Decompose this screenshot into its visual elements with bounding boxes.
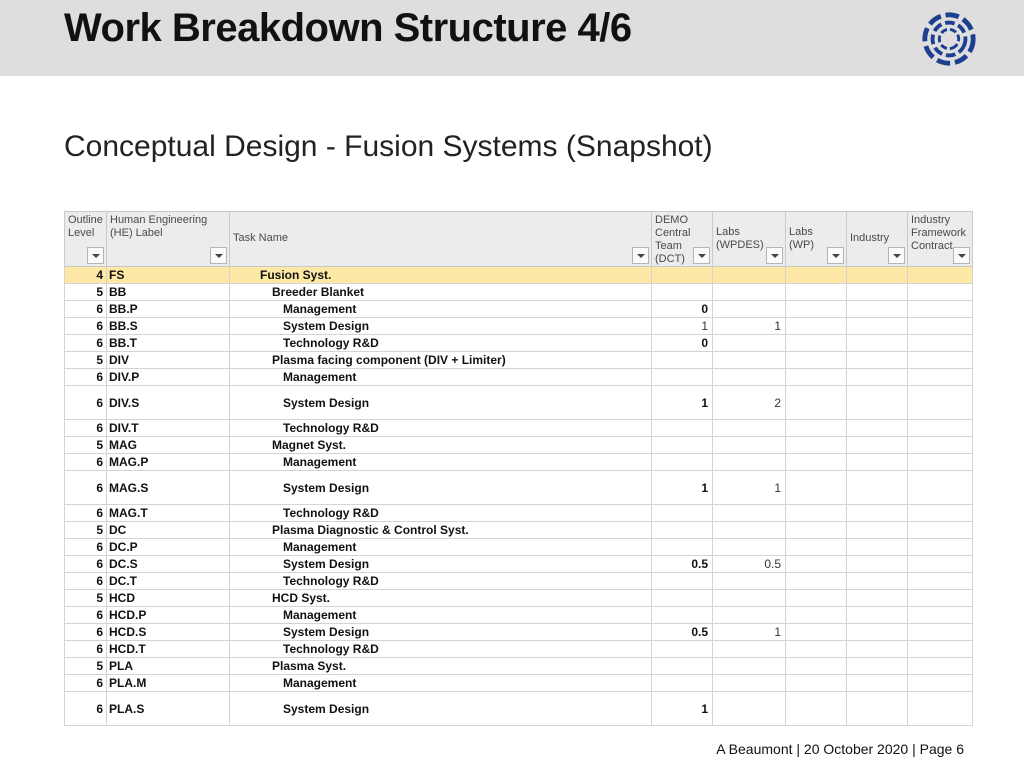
cell-outline-level[interactable]: 6 — [65, 454, 107, 471]
cell-labs-wp[interactable] — [786, 352, 847, 369]
cell-industry-framework[interactable] — [908, 369, 973, 386]
cell-labs-wp[interactable] — [786, 318, 847, 335]
cell-dct[interactable]: 1 — [652, 318, 713, 335]
cell-outline-level[interactable]: 5 — [65, 352, 107, 369]
cell-labs-wp[interactable] — [786, 369, 847, 386]
table-row[interactable] — [65, 692, 973, 726]
cell-labs-wpdes[interactable] — [713, 692, 786, 726]
cell-task-name[interactable]: Fusion Syst. — [230, 267, 652, 284]
cell-task-name[interactable]: Technology R&D — [230, 335, 652, 352]
cell-task-name[interactable]: System Design — [230, 318, 652, 335]
table-row[interactable] — [65, 335, 973, 352]
cell-task-name[interactable]: Technology R&D — [230, 641, 652, 658]
cell-outline-level[interactable]: 6 — [65, 318, 107, 335]
cell-labs-wp[interactable] — [786, 284, 847, 301]
cell-labs-wpdes[interactable]: 1 — [713, 318, 786, 335]
cell-labs-wpdes[interactable] — [713, 284, 786, 301]
cell-labs-wp[interactable] — [786, 590, 847, 607]
cell-industry[interactable] — [847, 624, 908, 641]
cell-he-label[interactable]: MAG.S — [107, 471, 230, 505]
cell-task-name[interactable]: System Design — [230, 386, 652, 420]
cell-industry[interactable] — [847, 437, 908, 454]
header-row — [65, 212, 973, 267]
cell-labs-wp[interactable] — [786, 539, 847, 556]
cell-industry[interactable] — [847, 420, 908, 437]
table-row[interactable] — [65, 267, 973, 284]
cell-task-name[interactable]: Management — [230, 369, 652, 386]
cell-labs-wpdes[interactable] — [713, 335, 786, 352]
cell-he-label[interactable]: HCD.P — [107, 607, 230, 624]
table-row[interactable] — [65, 624, 973, 641]
cell-task-name[interactable]: Magnet Syst. — [230, 437, 652, 454]
table-row[interactable] — [65, 539, 973, 556]
cell-outline-level[interactable]: 6 — [65, 420, 107, 437]
cell-task-name[interactable]: Technology R&D — [230, 420, 652, 437]
cell-labs-wpdes[interactable] — [713, 301, 786, 318]
col-header-he-label: Human Engineering (HE) Label — [107, 212, 230, 267]
slide-footer: A Beaumont | 20 October 2020 | Page 6 — [716, 741, 964, 757]
table-row[interactable] — [65, 675, 973, 692]
cell-he-label[interactable]: MAG — [107, 437, 230, 454]
table-row[interactable] — [65, 658, 973, 675]
cell-dct[interactable]: 1 — [652, 692, 713, 726]
cell-outline-level[interactable]: 5 — [65, 590, 107, 607]
cell-industry[interactable] — [847, 352, 908, 369]
cell-labs-wpdes[interactable] — [713, 369, 786, 386]
col-header-outline-level: Outline Level — [65, 212, 107, 267]
cell-dct[interactable] — [652, 607, 713, 624]
cell-industry-framework[interactable] — [908, 284, 973, 301]
col-header-dct: DEMO Central Team (DCT) — [652, 212, 713, 267]
table-row[interactable] — [65, 505, 973, 522]
cell-labs-wpdes[interactable] — [713, 607, 786, 624]
cell-labs-wp[interactable] — [786, 454, 847, 471]
cell-outline-level[interactable]: 5 — [65, 658, 107, 675]
cell-task-name[interactable]: Management — [230, 301, 652, 318]
cell-task-name[interactable]: Management — [230, 539, 652, 556]
table-row[interactable] — [65, 301, 973, 318]
cell-industry[interactable] — [847, 556, 908, 573]
cell-industry-framework[interactable] — [908, 624, 973, 641]
cell-he-label[interactable]: PLA — [107, 658, 230, 675]
cell-industry[interactable] — [847, 369, 908, 386]
cell-industry-framework[interactable] — [908, 335, 973, 352]
cell-industry[interactable] — [847, 301, 908, 318]
table-body — [65, 267, 973, 726]
cell-outline-level[interactable]: 6 — [65, 624, 107, 641]
cell-dct[interactable] — [652, 641, 713, 658]
cell-labs-wpdes[interactable] — [713, 590, 786, 607]
cell-industry-framework[interactable] — [908, 420, 973, 437]
cell-industry-framework[interactable] — [908, 675, 973, 692]
cell-dct[interactable] — [652, 658, 713, 675]
cell-he-label[interactable]: DC.S — [107, 556, 230, 573]
cell-dct[interactable] — [652, 284, 713, 301]
cell-outline-level[interactable]: 5 — [65, 284, 107, 301]
table-row[interactable] — [65, 369, 973, 386]
table-row[interactable] — [65, 573, 973, 590]
cell-industry[interactable] — [847, 658, 908, 675]
cell-industry-framework[interactable] — [908, 386, 973, 420]
cell-labs-wpdes[interactable] — [713, 454, 786, 471]
cell-labs-wp[interactable] — [786, 437, 847, 454]
table-row[interactable] — [65, 607, 973, 624]
cell-industry[interactable] — [847, 505, 908, 522]
cell-he-label[interactable]: BB.S — [107, 318, 230, 335]
cell-labs-wp[interactable] — [786, 471, 847, 505]
table-row[interactable] — [65, 590, 973, 607]
cell-industry[interactable] — [847, 335, 908, 352]
cell-labs-wp[interactable] — [786, 641, 847, 658]
cell-dct[interactable] — [652, 505, 713, 522]
cell-task-name[interactable]: HCD Syst. — [230, 590, 652, 607]
cell-outline-level[interactable]: 5 — [65, 522, 107, 539]
cell-outline-level[interactable]: 6 — [65, 539, 107, 556]
cell-industry[interactable] — [847, 267, 908, 284]
cell-industry-framework[interactable] — [908, 522, 973, 539]
cell-dct[interactable] — [652, 352, 713, 369]
cell-he-label[interactable]: MAG.T — [107, 505, 230, 522]
cell-dct[interactable] — [652, 539, 713, 556]
col-header-labs-wp: Labs (WP) — [786, 212, 847, 267]
cell-dct[interactable] — [652, 573, 713, 590]
cell-industry-framework[interactable] — [908, 658, 973, 675]
col-header-task-name: Task Name — [230, 212, 652, 267]
cell-industry-framework[interactable] — [908, 573, 973, 590]
cell-labs-wpdes[interactable] — [713, 267, 786, 284]
table-row[interactable] — [65, 284, 973, 301]
cell-industry[interactable] — [847, 471, 908, 505]
cell-he-label[interactable]: BB.P — [107, 301, 230, 318]
cell-dct[interactable] — [652, 420, 713, 437]
cell-labs-wp[interactable] — [786, 386, 847, 420]
cell-he-label[interactable]: BB — [107, 284, 230, 301]
filter-dropdown-icon[interactable] — [632, 247, 649, 264]
cell-outline-level[interactable]: 6 — [65, 505, 107, 522]
cell-labs-wpdes[interactable]: 1 — [713, 471, 786, 505]
cell-outline-level[interactable]: 6 — [65, 641, 107, 658]
table-row[interactable] — [65, 386, 973, 420]
cell-industry[interactable] — [847, 607, 908, 624]
spreadsheet-snapshot — [64, 211, 974, 734]
cell-industry-framework[interactable] — [908, 352, 973, 369]
cell-industry-framework[interactable] — [908, 454, 973, 471]
filter-dropdown-icon[interactable] — [827, 247, 844, 264]
table-row[interactable] — [65, 522, 973, 539]
cell-industry-framework[interactable] — [908, 692, 973, 726]
cell-dct[interactable] — [652, 437, 713, 454]
cell-industry[interactable] — [847, 318, 908, 335]
cell-labs-wpdes[interactable]: 0.5 — [713, 556, 786, 573]
cell-labs-wp[interactable] — [786, 607, 847, 624]
filter-dropdown-icon[interactable] — [87, 247, 104, 264]
table-row[interactable] — [65, 641, 973, 658]
filter-dropdown-icon[interactable] — [953, 247, 970, 264]
cell-dct[interactable] — [652, 590, 713, 607]
cell-industry-framework[interactable] — [908, 505, 973, 522]
cell-labs-wpdes[interactable] — [713, 539, 786, 556]
table-row[interactable] — [65, 352, 973, 369]
table-row[interactable] — [65, 454, 973, 471]
cell-industry-framework[interactable] — [908, 556, 973, 573]
cell-industry-framework[interactable] — [908, 318, 973, 335]
cell-outline-level[interactable]: 6 — [65, 471, 107, 505]
cell-dct[interactable] — [652, 454, 713, 471]
table-row[interactable] — [65, 318, 973, 335]
cell-task-name[interactable]: Plasma Syst. — [230, 658, 652, 675]
cell-task-name[interactable]: Management — [230, 607, 652, 624]
cell-labs-wpdes[interactable]: 1 — [713, 624, 786, 641]
cell-outline-level[interactable]: 6 — [65, 335, 107, 352]
cell-industry-framework[interactable] — [908, 539, 973, 556]
cell-industry-framework[interactable] — [908, 471, 973, 505]
cell-outline-level[interactable]: 6 — [65, 369, 107, 386]
slide-title: Work Breakdown Structure 4/6 — [64, 6, 632, 50]
filter-dropdown-icon[interactable] — [210, 247, 227, 264]
cell-industry-framework[interactable] — [908, 267, 973, 284]
cell-dct[interactable] — [652, 267, 713, 284]
cell-task-name[interactable]: Technology R&D — [230, 505, 652, 522]
cell-he-label[interactable]: DIV.S — [107, 386, 230, 420]
cell-task-name[interactable]: Management — [230, 454, 652, 471]
cell-labs-wpdes[interactable] — [713, 437, 786, 454]
cell-he-label[interactable]: FS — [107, 267, 230, 284]
cell-labs-wpdes[interactable] — [713, 420, 786, 437]
cell-industry-framework[interactable] — [908, 641, 973, 658]
cell-task-name[interactable]: System Design — [230, 556, 652, 573]
cell-labs-wpdes[interactable] — [713, 641, 786, 658]
cell-labs-wpdes[interactable] — [713, 573, 786, 590]
cell-he-label[interactable]: DIV.T — [107, 420, 230, 437]
cell-industry[interactable] — [847, 386, 908, 420]
cell-outline-level[interactable]: 4 — [65, 267, 107, 284]
cell-labs-wp[interactable] — [786, 658, 847, 675]
cell-labs-wpdes[interactable] — [713, 352, 786, 369]
cell-industry-framework[interactable] — [908, 301, 973, 318]
cell-he-label[interactable]: DIV.P — [107, 369, 230, 386]
cell-dct[interactable]: 0 — [652, 301, 713, 318]
cell-labs-wp[interactable] — [786, 335, 847, 352]
filter-dropdown-icon[interactable] — [888, 247, 905, 264]
cell-industry[interactable] — [847, 641, 908, 658]
cell-industry[interactable] — [847, 675, 908, 692]
cell-he-label[interactable]: DC — [107, 522, 230, 539]
col-header-labs-wpdes: Labs (WPDES) — [713, 212, 786, 267]
filter-dropdown-icon[interactable] — [766, 247, 783, 264]
cell-industry[interactable] — [847, 692, 908, 726]
cell-outline-level[interactable]: 6 — [65, 692, 107, 726]
cell-dct[interactable] — [652, 522, 713, 539]
col-header-industry: Industry — [847, 212, 908, 267]
cell-he-label[interactable]: PLA.S — [107, 692, 230, 726]
cell-dct[interactable]: 0 — [652, 335, 713, 352]
cell-dct[interactable] — [652, 369, 713, 386]
slide-subtitle: Conceptual Design - Fusion Systems (Snapshot) — [64, 130, 713, 163]
cell-he-label[interactable]: HCD — [107, 590, 230, 607]
cell-task-name[interactable]: Plasma Diagnostic & Control Syst. — [230, 522, 652, 539]
cell-labs-wp[interactable] — [786, 573, 847, 590]
cell-task-name[interactable]: System Design — [230, 692, 652, 726]
cell-he-label[interactable]: HCD.T — [107, 641, 230, 658]
cell-industry[interactable] — [847, 590, 908, 607]
cell-industry-framework[interactable] — [908, 607, 973, 624]
cell-labs-wpdes[interactable] — [713, 675, 786, 692]
cell-outline-level[interactable]: 5 — [65, 437, 107, 454]
cell-dct[interactable] — [652, 675, 713, 692]
cell-he-label[interactable]: PLA.M — [107, 675, 230, 692]
cell-labs-wpdes[interactable] — [713, 658, 786, 675]
col-header-industry-framework: Industry Framework Contract — [908, 212, 973, 267]
cell-he-label[interactable]: HCD.S — [107, 624, 230, 641]
cell-industry[interactable] — [847, 573, 908, 590]
cell-industry[interactable] — [847, 522, 908, 539]
cell-labs-wp[interactable] — [786, 522, 847, 539]
cell-labs-wp[interactable] — [786, 692, 847, 726]
cell-outline-level[interactable]: 6 — [65, 573, 107, 590]
cell-industry-framework[interactable] — [908, 437, 973, 454]
cell-dct[interactable]: 1 — [652, 471, 713, 505]
cell-labs-wp[interactable] — [786, 624, 847, 641]
cell-he-label[interactable]: BB.T — [107, 335, 230, 352]
cell-dct[interactable]: 1 — [652, 386, 713, 420]
cell-outline-level[interactable]: 6 — [65, 301, 107, 318]
cell-outline-level[interactable]: 6 — [65, 607, 107, 624]
cell-dct[interactable]: 0.5 — [652, 624, 713, 641]
cell-outline-level[interactable]: 6 — [65, 675, 107, 692]
cell-he-label[interactable]: DC.T — [107, 573, 230, 590]
cell-labs-wp[interactable] — [786, 505, 847, 522]
cell-he-label[interactable]: MAG.P — [107, 454, 230, 471]
cell-industry-framework[interactable] — [908, 590, 973, 607]
cell-he-label[interactable]: DC.P — [107, 539, 230, 556]
cell-labs-wp[interactable] — [786, 301, 847, 318]
cell-industry[interactable] — [847, 539, 908, 556]
cell-labs-wp[interactable] — [786, 420, 847, 437]
cell-task-name[interactable]: Plasma facing component (DIV + Limiter) — [230, 352, 652, 369]
cell-outline-level[interactable]: 6 — [65, 386, 107, 420]
table-row[interactable] — [65, 437, 973, 454]
table-row[interactable] — [65, 471, 973, 505]
table-row[interactable] — [65, 420, 973, 437]
cell-labs-wp[interactable] — [786, 675, 847, 692]
wbs-table — [64, 211, 973, 726]
filter-dropdown-icon[interactable] — [693, 247, 710, 264]
cell-labs-wpdes[interactable]: 2 — [713, 386, 786, 420]
cell-labs-wp[interactable] — [786, 556, 847, 573]
cell-labs-wp[interactable] — [786, 267, 847, 284]
cell-task-name[interactable]: Management — [230, 675, 652, 692]
cell-industry[interactable] — [847, 284, 908, 301]
cell-labs-wpdes[interactable] — [713, 505, 786, 522]
cell-task-name[interactable]: Breeder Blanket — [230, 284, 652, 301]
cell-he-label[interactable]: DIV — [107, 352, 230, 369]
cell-industry[interactable] — [847, 454, 908, 471]
cell-labs-wpdes[interactable] — [713, 522, 786, 539]
eurofusion-logo-icon — [920, 10, 978, 68]
cell-dct[interactable]: 0.5 — [652, 556, 713, 573]
cell-task-name[interactable]: Technology R&D — [230, 573, 652, 590]
cell-task-name[interactable]: System Design — [230, 624, 652, 641]
cell-task-name[interactable]: System Design — [230, 471, 652, 505]
cell-outline-level[interactable]: 6 — [65, 556, 107, 573]
table-row[interactable] — [65, 556, 973, 573]
